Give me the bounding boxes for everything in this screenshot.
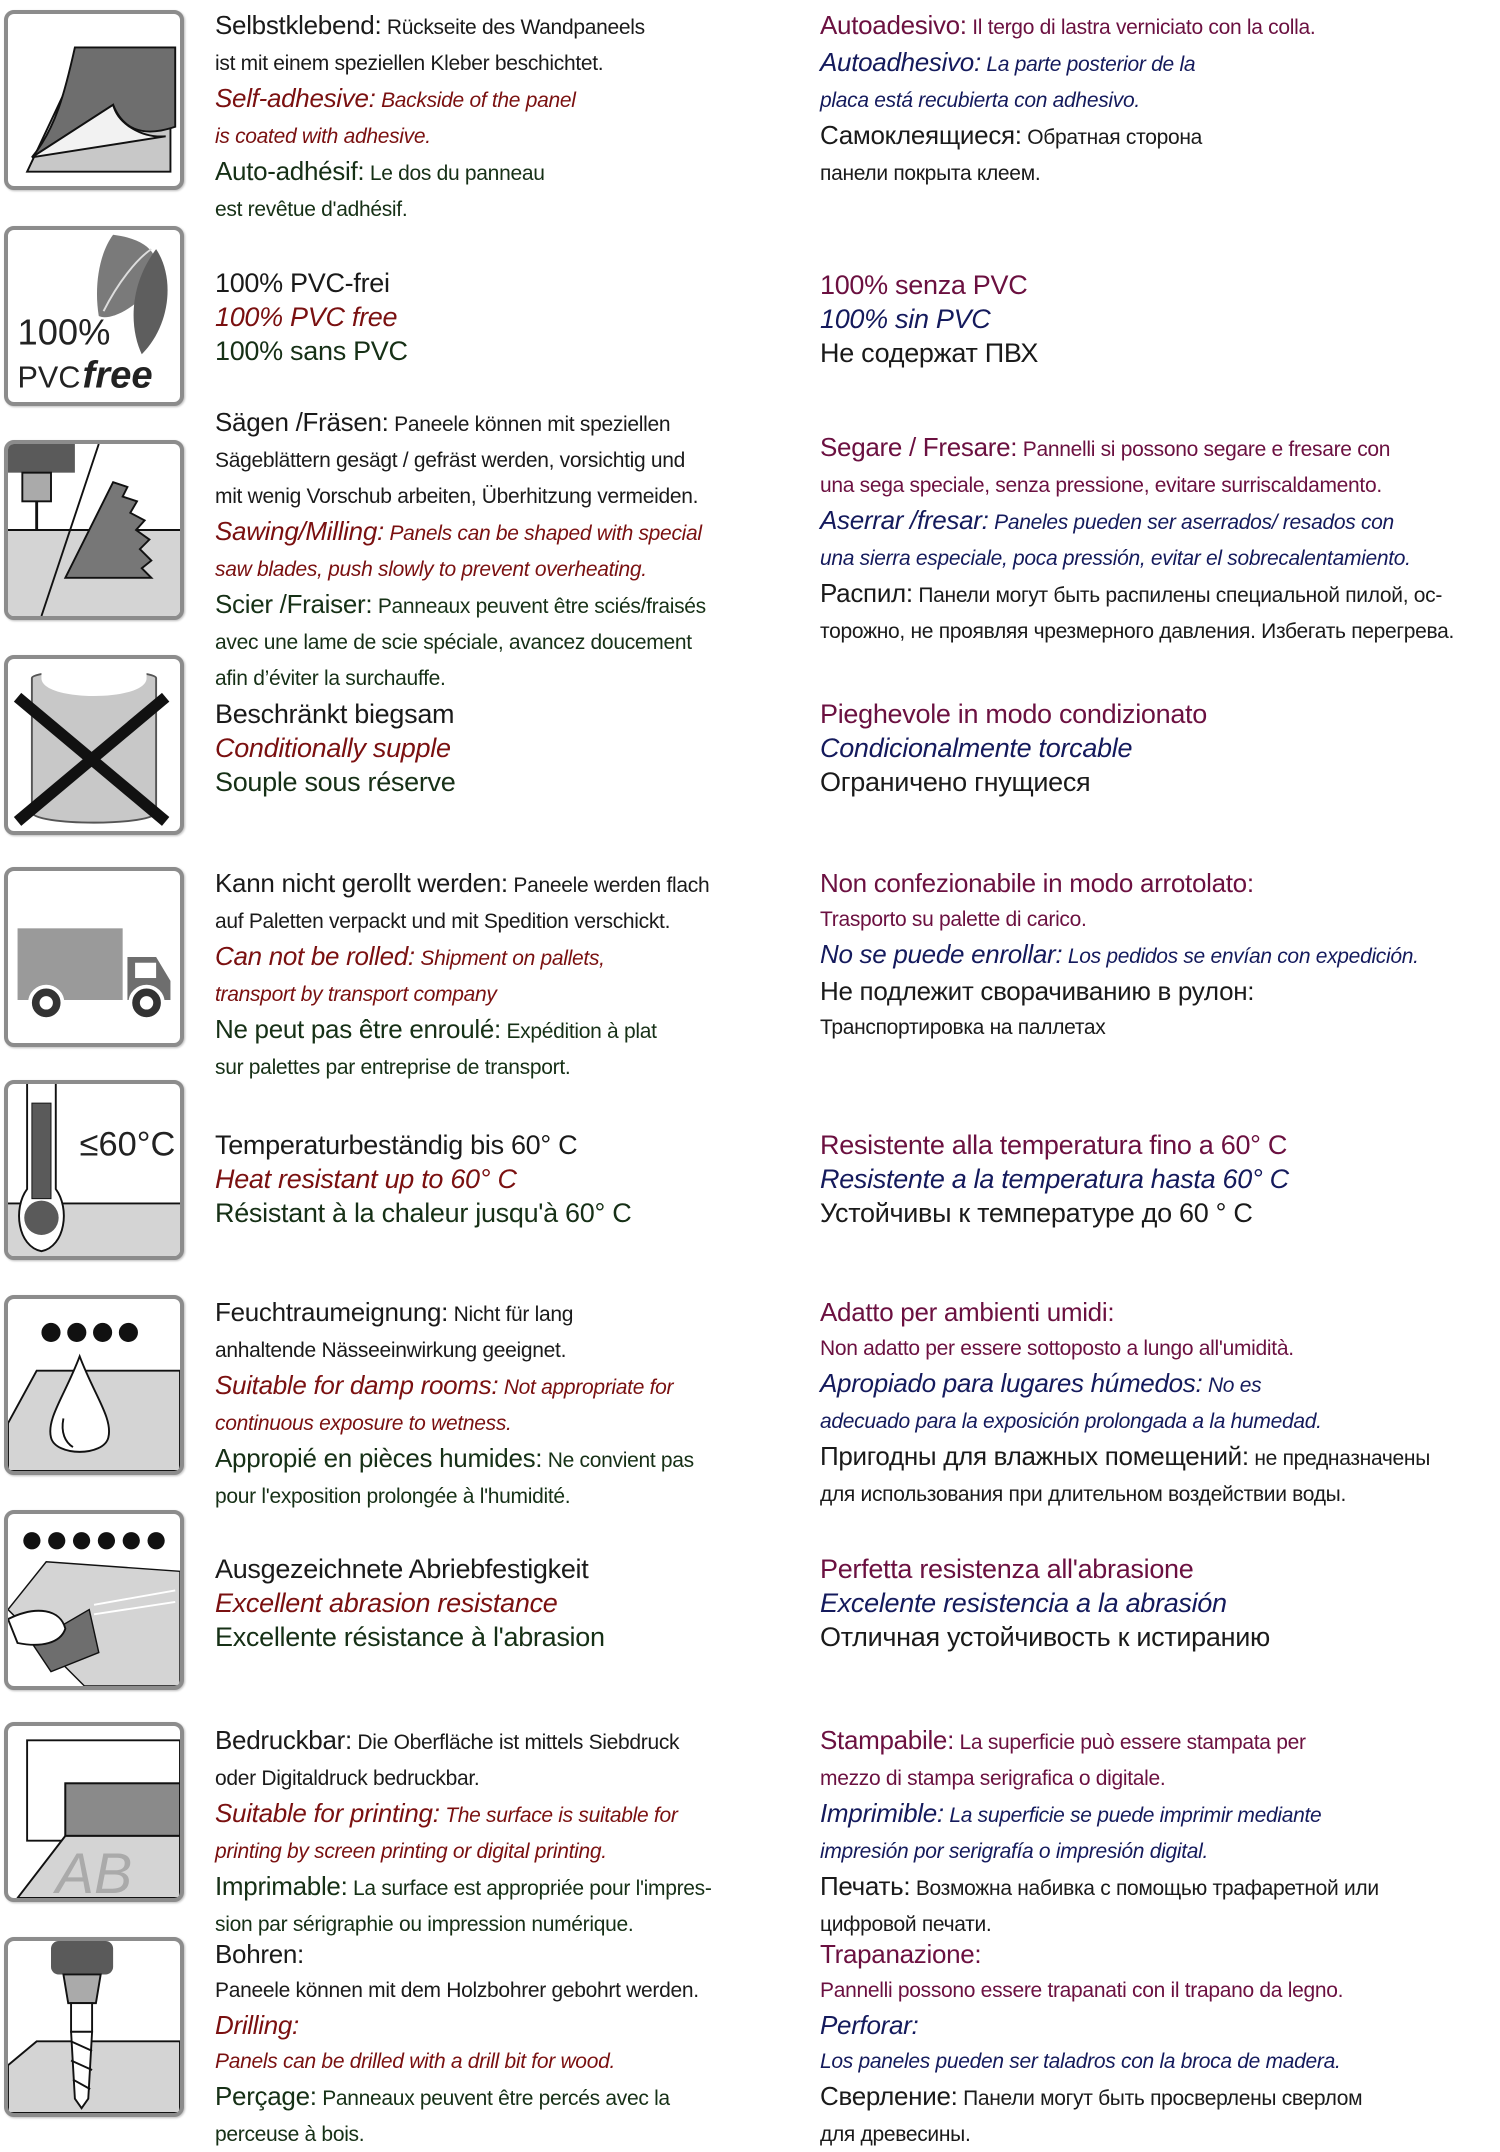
feature-description: sur palettes par entreprise de transport.: [215, 1056, 571, 1079]
text-line-es: [820, 731, 1500, 765]
text-line-fr: [215, 191, 805, 227]
feature-heading: Sawing/Milling:: [215, 516, 384, 546]
text-line-ru: [820, 1196, 1500, 1230]
text-line-es: [820, 2008, 1500, 2043]
text-line-es: [820, 302, 1500, 336]
feature-3-left: [215, 405, 805, 696]
feature-description: anhaltende Nässeeinwirkung geeignet.: [215, 1339, 567, 1362]
feature-description: Panels can be shaped with special: [383, 522, 702, 545]
sawing-icon-box: [4, 440, 184, 620]
feature-8-right: [820, 1552, 1500, 1654]
feature-heading: Пригодны для влажных помещений:: [820, 1441, 1249, 1471]
feature-description: printing by screen printing or digital printing.: [215, 1840, 607, 1863]
text-line-it: [820, 1295, 1500, 1330]
feature-heading: Suitable for printing:: [215, 1798, 440, 1828]
svg-text:PVC: PVC: [17, 360, 81, 395]
feature-10-right: [820, 1937, 1500, 2152]
text-line-en: [215, 1796, 805, 1833]
feature-description: Die Oberfläche ist mittels Siebdruck: [351, 1731, 680, 1754]
feature-heading: Scier /Fraiser:: [215, 589, 373, 619]
feature-description: Возможна набивка с помощью трафаретной или: [910, 1877, 1379, 1900]
feature-heading: Bohren:: [215, 1939, 304, 1969]
rating-dots: [41, 1323, 138, 1342]
text-line-fr: [215, 1478, 805, 1514]
feature-heading: Adatto per ambienti umidi:: [820, 1297, 1115, 1327]
text-line-en: [215, 1833, 805, 1869]
feature-description: Los pedidos se envían con expedición.: [1062, 945, 1419, 968]
feature-description: 100% PVC free: [215, 302, 398, 332]
feature-description: La superficie può essere stampata per: [954, 1731, 1306, 1754]
feature-4-left: [215, 697, 805, 799]
feature-2-right: [820, 268, 1500, 370]
text-line-fr: [215, 660, 805, 696]
feature-description: perceuse à bois.: [215, 2123, 365, 2146]
icon-text-letters: AB: [55, 1842, 133, 1898]
icon-text-temperature: ≤60°C: [79, 1125, 176, 1164]
feature-heading: Imprimable:: [215, 1871, 348, 1901]
feature-1-right: [820, 8, 1500, 191]
self-adhesive-icon-box: [4, 10, 184, 190]
text-line-es: [820, 1366, 1500, 1403]
feature-description: Not appropriate for: [498, 1376, 674, 1399]
feature-description: Paneele werden flach: [507, 874, 710, 897]
text-line-de: [215, 478, 805, 514]
printing-roller-icon: [8, 1726, 180, 1898]
feature-heading: Autoadesivo:: [820, 10, 967, 40]
text-line-ru: [820, 2116, 1500, 2152]
feature-description: Panneaux peuvent être percés avec la: [316, 2087, 670, 2110]
feature-description: торожно, не проявляя чрезмерного давления. Избегать перегрева.: [820, 620, 1455, 643]
feature-description: La surface est appropriée pour l'impres-: [347, 1877, 712, 1900]
text-line-es: [820, 937, 1500, 974]
feature-9-right: [820, 1723, 1500, 1942]
feature-description: Panels can be drilled with a drill bit for wood.: [215, 2050, 615, 2073]
text-line-fr: [215, 154, 805, 191]
feature-description: Sägeblättern gesägt / gefräst werden, vorsichtig und: [215, 449, 686, 472]
feature-description: 100% sans PVC: [215, 336, 408, 366]
feature-description: Expédition à plat: [500, 1020, 657, 1043]
feature-3-right: [820, 430, 1500, 649]
text-line-fr: [215, 587, 805, 624]
feature-heading: Can not be rolled:: [215, 941, 415, 971]
text-line-de: [215, 266, 805, 300]
text-line-ru: [820, 155, 1500, 191]
feature-description: Excellent abrasion resistance: [215, 1588, 558, 1618]
text-line-ru: [820, 765, 1500, 799]
feature-description: Résistant à la chaleur jusqu'à 60° C: [215, 1198, 632, 1228]
feature-description: saw blades, push slowly to prevent overheating.: [215, 558, 647, 581]
text-line-it: [820, 1972, 1500, 2008]
feature-description: Paneele können mit dem Holzbohrer gebohrt werden.: [215, 1979, 699, 2002]
text-line-it: [820, 1723, 1500, 1760]
temperature-icon-box: [4, 1080, 184, 1260]
feature-10-left: [215, 1937, 805, 2152]
text-line-en: [215, 514, 805, 551]
feature-description: impresión por serigrafía o impresión digital.: [820, 1840, 1209, 1863]
feature-heading: Trapanazione:: [820, 1939, 982, 1969]
feature-heading: No se puede enrollar:: [820, 939, 1063, 969]
text-line-it: [820, 697, 1500, 731]
feature-description: ist mit einem speziellen Kleber beschichtet.: [215, 52, 604, 75]
text-line-es: [820, 1403, 1500, 1439]
feature-7-right: [820, 1295, 1500, 1512]
text-line-it: [820, 1128, 1500, 1162]
text-line-ru: [820, 1439, 1500, 1476]
feature-heading: Не подлежит сворачиванию в рулон:: [820, 976, 1255, 1006]
text-line-it: [820, 430, 1500, 467]
feature-description: 100% senza PVC: [820, 270, 1028, 300]
text-line-en: [215, 731, 805, 765]
text-line-it: [820, 268, 1500, 302]
text-line-de: [215, 1937, 805, 1972]
feature-6-right: [820, 1128, 1500, 1230]
feature-description: Ausgezeichnete Abriebfestigkeit: [215, 1554, 589, 1584]
feature-heading: Selbstklebend:: [215, 10, 382, 40]
text-line-ru: [820, 336, 1500, 370]
abrasion-hand-icon: [8, 1514, 180, 1686]
text-line-en: [215, 1405, 805, 1441]
abrasion-icon-box: [4, 1510, 184, 1690]
text-line-es: [820, 82, 1500, 118]
feature-description: oder Digitaldruck bedruckbar.: [215, 1767, 480, 1790]
feature-heading: Распил:: [820, 578, 913, 608]
feature-description: The surface is suitable for: [439, 1804, 678, 1827]
feature-8-left: [215, 1552, 805, 1654]
text-line-de: [215, 1295, 805, 1332]
text-line-it: [820, 1330, 1500, 1366]
text-line-en: [215, 1162, 805, 1196]
saw-mill-icon: [8, 444, 180, 616]
feature-heading: Self-adhesive:: [215, 83, 376, 113]
text-line-fr: [215, 1869, 805, 1906]
feature-description: mezzo di stampa serigrafica o digitale.: [820, 1767, 1166, 1790]
truck-icon-box: [4, 867, 184, 1047]
feature-description: Транспортировка на паллетах: [820, 1016, 1106, 1039]
text-line-es: [820, 1796, 1500, 1833]
feature-description: Conditionally supple: [215, 733, 451, 763]
text-line-ru: [820, 1869, 1500, 1906]
text-line-de: [215, 697, 805, 731]
text-line-en: [215, 118, 805, 154]
feature-description: Beschränkt biegsam: [215, 699, 455, 729]
feature-description: auf Paletten verpackt und mit Spedition verschickt.: [215, 910, 671, 933]
feature-description: Отличная устойчивость к истиранию: [820, 1622, 1270, 1652]
feature-description: Backside of the panel: [375, 89, 576, 112]
feature-heading: Kann nicht gerollt werden:: [215, 868, 508, 898]
text-line-de: [215, 1972, 805, 2008]
text-line-es: [820, 1833, 1500, 1869]
text-line-de: [215, 8, 805, 45]
feature-description: Paneele können mit speziellen: [388, 413, 671, 436]
feature-description: Heat resistant up to 60° C: [215, 1164, 517, 1194]
text-line-de: [215, 45, 805, 81]
text-line-it: [820, 1760, 1500, 1796]
feature-description: Le dos du panneau: [364, 162, 545, 185]
drilling-icon-box: [4, 1937, 184, 2117]
water-drop-icon: [8, 1299, 180, 1471]
feature-description: Excellente résistance à l'abrasion: [215, 1622, 605, 1652]
feature-heading: Autoadhesivo:: [820, 47, 981, 77]
feature-description: Ограничено гнущиеся: [820, 767, 1091, 797]
feature-heading: Imprimible:: [820, 1798, 944, 1828]
text-line-ru: [820, 974, 1500, 1009]
feature-description: Pannelli possono essere trapanati con il trapano da legno.: [820, 1979, 1344, 2002]
feature-heading: Feuchtraumeignung:: [215, 1297, 449, 1327]
text-line-fr: [215, 624, 805, 660]
text-line-it: [820, 8, 1500, 45]
feature-description: mit wenig Vorschub arbeiten, Überhitzung vermeiden.: [215, 485, 699, 508]
text-line-de: [215, 1128, 805, 1162]
feature-description: Los paneles pueden ser taladros con la broca de madera.: [820, 2050, 1341, 2073]
text-line-es: [820, 540, 1500, 576]
feature-description: Souple sous réserve: [215, 767, 456, 797]
feature-description: No es: [1202, 1374, 1262, 1397]
feature-description: цифровой печати.: [820, 1913, 992, 1936]
text-line-en: [215, 81, 805, 118]
text-line-fr: [215, 334, 805, 368]
feature-description: Панели могут быть распилены специальной пилой, ос-: [912, 584, 1443, 607]
feature-description: La parte posterior de la: [980, 53, 1196, 76]
text-line-ru: [820, 1476, 1500, 1512]
text-line-ru: [820, 2079, 1500, 2116]
text-line-ru: [820, 118, 1500, 155]
svg-text:free: free: [82, 353, 153, 397]
text-line-it: [820, 1937, 1500, 1972]
feature-heading: Stampabile:: [820, 1725, 954, 1755]
feature-heading: Suitable for damp rooms:: [215, 1370, 499, 1400]
feature-heading: Aserrar /fresar:: [820, 505, 989, 535]
text-line-fr: [215, 1620, 805, 1654]
feature-heading: Sägen /Fräsen:: [215, 407, 389, 437]
feature-description: Il tergo di lastra verniciato con la colla.: [966, 16, 1316, 39]
feature-description: una sierra especiale, poca pressión, evitar el sobrecalentamiento.: [820, 547, 1411, 570]
feature-heading: Сверление:: [820, 2081, 958, 2111]
no-bending-icon: [8, 659, 180, 831]
feature-description: Панели могут быть просверлены сверлом: [957, 2087, 1363, 2110]
text-line-en: [215, 2043, 805, 2079]
text-line-de: [215, 1552, 805, 1586]
text-line-fr: [215, 2116, 805, 2152]
rating-dots: [23, 1532, 164, 1549]
text-line-de: [215, 1332, 805, 1368]
text-line-fr: [215, 765, 805, 799]
feature-description: Paneles pueden ser aserrados/ resados con: [988, 511, 1394, 534]
icon-text-100pct: 100%: [17, 311, 111, 353]
text-line-en: [215, 551, 805, 587]
feature-description: 100% sin PVC: [820, 304, 991, 334]
text-line-de: [215, 866, 805, 903]
bendable-icon-box: [4, 655, 184, 835]
feature-description: Обратная сторона: [1021, 126, 1203, 149]
text-line-it: [820, 901, 1500, 937]
feature-9-left: [215, 1723, 805, 1942]
feature-4-right: [820, 697, 1500, 799]
text-line-es: [820, 2043, 1500, 2079]
feature-heading: Печать:: [820, 1871, 911, 1901]
feature-description: adecuado para la exposición prolongada a la humedad.: [820, 1410, 1322, 1433]
text-line-es: [820, 1586, 1500, 1620]
feature-heading: Perforar:: [820, 2010, 919, 2040]
feature-description: La superficie se puede imprimir mediante: [943, 1804, 1322, 1827]
feature-description: Не содержат ПВХ: [820, 338, 1039, 368]
text-line-ru: [820, 576, 1500, 613]
feature-description: Nicht für lang: [448, 1303, 574, 1326]
feature-1-left: [215, 8, 805, 227]
feature-description: для использования при длительном воздействии воды.: [820, 1483, 1346, 1506]
text-line-fr: [215, 1049, 805, 1085]
feature-description: Excelente resistencia a la abrasión: [820, 1588, 1227, 1618]
damp-rooms-icon-box: [4, 1295, 184, 1475]
feature-description: sion par sérigraphie ou impression numérique.: [215, 1913, 634, 1936]
feature-heading: Perçage:: [215, 2081, 317, 2111]
feature-description: Pieghevole in modo condizionato: [820, 699, 1207, 729]
text-line-en: [215, 1586, 805, 1620]
text-line-it: [820, 1552, 1500, 1586]
text-line-de: [215, 1760, 805, 1796]
text-line-en: [215, 939, 805, 976]
feature-description: Trasporto su palette di carico.: [820, 908, 1087, 931]
feature-heading: Auto-adhésif:: [215, 156, 365, 186]
feature-description: est revêtue d'adhésif.: [215, 198, 408, 221]
feature-heading: Apropiado para lugares húmedos:: [820, 1368, 1203, 1398]
text-line-ru: [820, 1009, 1500, 1045]
drill-icon: [8, 1941, 180, 2113]
feature-description: Resistente a la temperatura hasta 60° C: [820, 1164, 1289, 1194]
text-line-it: [820, 866, 1500, 901]
feature-heading: Drilling:: [215, 2010, 299, 2040]
feature-description: placa está recubierta con adhesivo.: [820, 89, 1140, 112]
feature-7-left: [215, 1295, 805, 1514]
pvc-free-icon-box: [4, 226, 184, 406]
feature-description: is coated with adhesive.: [215, 125, 431, 148]
feature-description: панели покрыта клеем.: [820, 162, 1041, 185]
feature-description: Pannelli si possono segare e fresare con: [1017, 438, 1391, 461]
peel-sticker-icon: [8, 14, 180, 186]
feature-description: Non adatto per essere sottoposto a lungo all'umidità.: [820, 1337, 1294, 1360]
text-line-en: [215, 2008, 805, 2043]
feature-heading: Non confezionabile in modo arrotolato:: [820, 868, 1254, 898]
text-line-de: [215, 442, 805, 478]
text-line-es: [820, 45, 1500, 82]
feature-description: 100% PVC-frei: [215, 268, 390, 298]
text-line-en: [215, 976, 805, 1012]
text-line-de: [215, 903, 805, 939]
text-line-fr: [215, 1012, 805, 1049]
feature-2-left: [215, 266, 805, 368]
text-line-en: [215, 300, 805, 334]
feature-description: una sega speciale, senza pressione, evitare surriscaldamento.: [820, 474, 1382, 497]
feature-description: Rückseite des Wandpaneels: [381, 16, 645, 39]
feature-description: Resistente alla temperatura fino a 60° C: [820, 1130, 1288, 1160]
feature-description: Shipment on pallets,: [414, 947, 605, 970]
text-line-ru: [820, 613, 1500, 649]
feature-description: transport by transport company: [215, 983, 497, 1006]
feature-heading: Appropié en pièces humides:: [215, 1443, 543, 1473]
feature-description: не предназначены: [1248, 1447, 1431, 1470]
text-line-de: [215, 1723, 805, 1760]
text-line-es: [820, 503, 1500, 540]
feature-description: Panneaux peuvent être sciés/fraisés: [372, 595, 706, 618]
pvc-free-leaf-icon: [8, 230, 180, 402]
text-line-it: [820, 467, 1500, 503]
feature-description: Temperaturbeständig bis 60° C: [215, 1130, 578, 1160]
feature-description: continuous exposure to wetness.: [215, 1412, 512, 1435]
thermometer-icon: [8, 1084, 180, 1256]
text-line-fr: [215, 1441, 805, 1478]
feature-description: для древесины.: [820, 2123, 971, 2146]
feature-description: Ne convient pas: [542, 1449, 694, 1472]
feature-description: afin d’éviter la surchauffe.: [215, 667, 446, 690]
feature-description: Устойчивы к температуре до 60 ° C: [820, 1198, 1253, 1228]
feature-heading: Bedruckbar:: [215, 1725, 352, 1755]
feature-6-left: [215, 1128, 805, 1230]
feature-5-right: [820, 866, 1500, 1045]
truck-icon: [8, 871, 180, 1043]
text-line-fr: [215, 2079, 805, 2116]
feature-description: Condicionalmente torcable: [820, 733, 1133, 763]
text-line-es: [820, 1162, 1500, 1196]
feature-description: Perfetta resistenza all'abrasione: [820, 1554, 1194, 1584]
feature-5-left: [215, 866, 805, 1085]
feature-description: pour l'exposition prolongée à l'humidité.: [215, 1485, 571, 1508]
text-line-fr: [215, 1196, 805, 1230]
text-line-de: [215, 405, 805, 442]
feature-heading: Самоклеящиеся:: [820, 120, 1022, 150]
feature-description: avec une lame de scie spéciale, avancez doucement: [215, 631, 692, 654]
text-line-ru: [820, 1620, 1500, 1654]
text-line-en: [215, 1368, 805, 1405]
feature-heading: Segare / Fresare:: [820, 432, 1018, 462]
printable-icon-box: [4, 1722, 184, 1902]
feature-heading: Ne peut pas être enroulé:: [215, 1014, 501, 1044]
